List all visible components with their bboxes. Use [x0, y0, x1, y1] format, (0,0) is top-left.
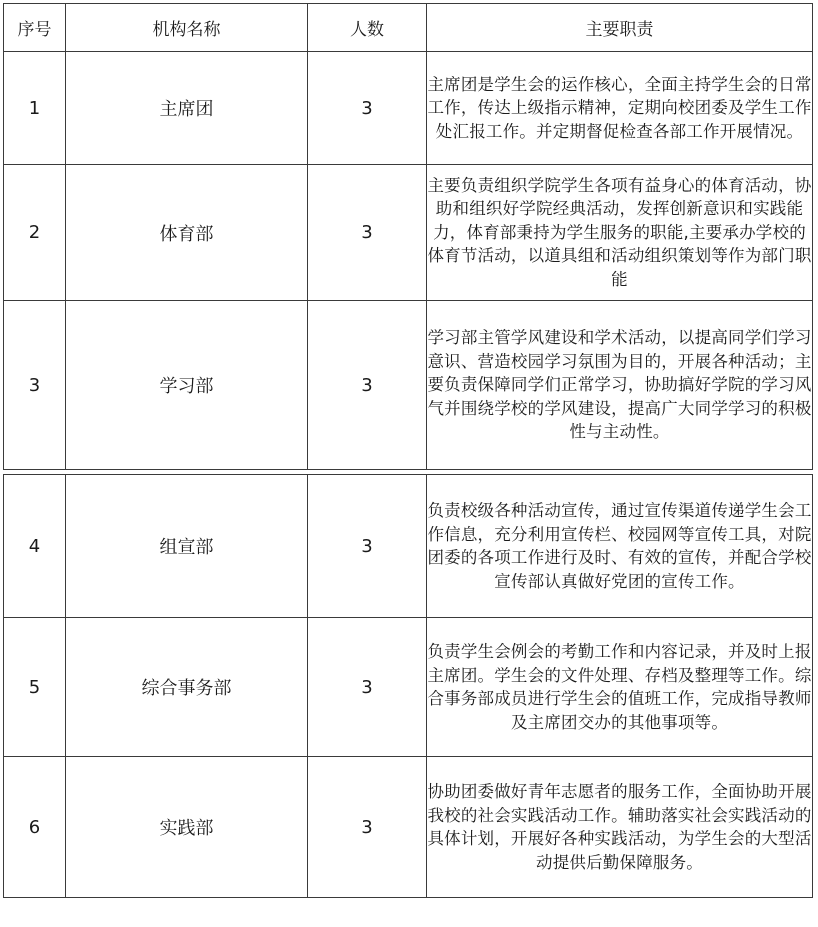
row-index: 2 — [4, 165, 66, 301]
row-member-count: 3 — [308, 165, 427, 301]
row-member-count: 3 — [308, 52, 427, 165]
header-count: 人数 — [308, 4, 427, 52]
row-duty-cell — [427, 165, 813, 301]
header-index: 序号 — [4, 4, 66, 52]
row-index: 4 — [4, 475, 66, 618]
table-row — [4, 757, 813, 898]
row-duty-cell — [427, 618, 813, 757]
row-member-count: 3 — [308, 475, 427, 618]
table-row — [4, 165, 813, 301]
row-duty-text: 主要负责组织学院学生各项有益身心的体育活动，协助和组织好学院经典活动，发挥创新意识和实践能力，体育部秉持为学生服务的职能,主要承办学校的体育节活动，以道具组和活动组织策划等作为部门职能 — [427, 175, 812, 289]
row-duty-cell — [427, 757, 813, 898]
table-row — [4, 618, 813, 757]
row-index: 5 — [4, 618, 66, 757]
row-duty-text: 负责学生会例会的考勤工作和内容记录，并及时上报主席团。学生会的文件处理、存档及整理等工作。综合事务部成员进行学生会的值班工作，完成指导教师及主席团交办的其他事项等。 — [427, 642, 812, 732]
row-duty-cell — [427, 475, 813, 618]
table-header-row — [4, 4, 813, 52]
organization-table — [3, 3, 813, 898]
row-org-name: 综合事务部 — [66, 618, 308, 757]
row-duty-text: 主席团是学生会的运作核心，全面主持学生会的日常工作，传达上级指示精神，定期向校团委及学生工作处汇报工作。并定期督促检查各部工作开展情况。 — [427, 74, 812, 141]
table-row — [4, 52, 813, 165]
row-duty-cell — [427, 301, 813, 470]
table-row — [4, 475, 813, 618]
row-duty-text: 协助团委做好青年志愿者的服务工作，全面协助开展我校的社会实践活动工作。辅助落实社会实践活动的具体计划，开展好各种实践活动，为学生会的大型活动提供后勤保障服务。 — [427, 782, 812, 872]
row-member-count: 3 — [308, 618, 427, 757]
table-row — [4, 301, 813, 470]
row-org-name: 组宣部 — [66, 475, 308, 618]
row-duty-text: 负责校级各种活动宣传，通过宣传渠道传递学生会工作信息，充分利用宣传栏、校园网等宣传工具，对院团委的各项工作进行及时、有效的宣传，并配合学校宣传部认真做好党团的宣传工作。 — [427, 501, 812, 591]
row-org-name: 体育部 — [66, 165, 308, 301]
row-member-count: 3 — [308, 301, 427, 470]
row-org-name: 学习部 — [66, 301, 308, 470]
row-index: 6 — [4, 757, 66, 898]
row-index: 1 — [4, 52, 66, 165]
row-duty-text: 学习部主管学风建设和学术活动，以提高同学们学习意识、营造校园学习氛围为目的，开展各种活动；主要负责保障同学们正常学习，协助搞好学院的学习风气并围绕学校的学风建设，提高广大同学学习的积极性与主动性。 — [427, 328, 812, 442]
row-org-name: 主席团 — [66, 52, 308, 165]
header-duty: 主要职责 — [427, 4, 813, 52]
row-member-count: 3 — [308, 757, 427, 898]
header-name: 机构名称 — [66, 4, 308, 52]
row-org-name: 实践部 — [66, 757, 308, 898]
row-index: 3 — [4, 301, 66, 470]
row-duty-cell — [427, 52, 813, 165]
